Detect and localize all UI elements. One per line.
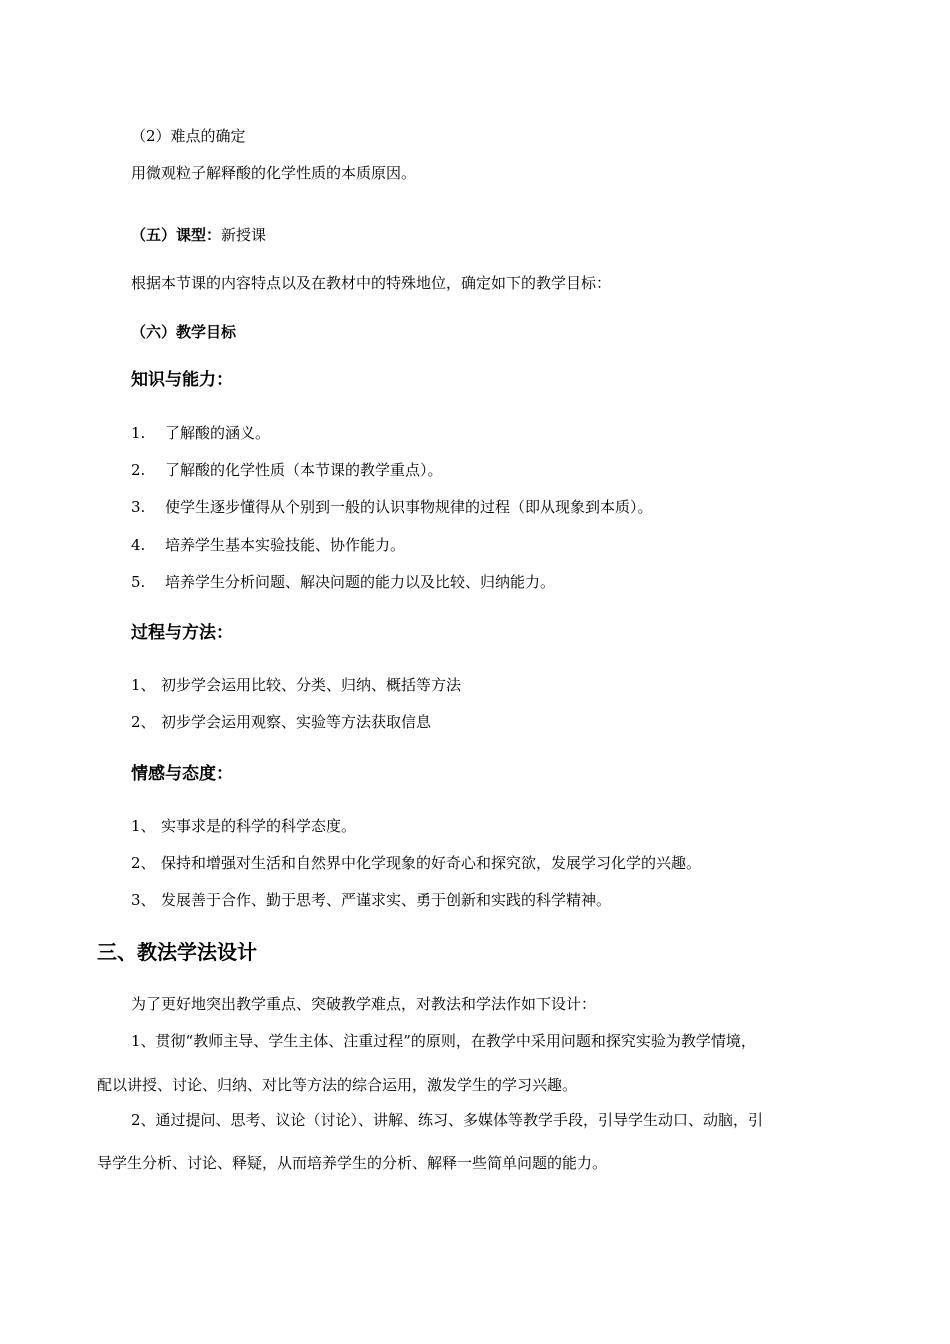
list-item-number: 5. [131,573,146,591]
list-item [131,890,611,910]
objectives-heading: （六）教学目标 [131,323,237,341]
list-item-number: 3、 [131,891,156,909]
paragraph-1-line-2: 配以讲授、讨论、归纳、对比等方法的综合运用，激发学生的学习兴趣。 [97,1076,578,1094]
list-item-number: 1. [131,424,146,442]
paragraph-2-line-2: 导学生分析、讨论、释疑，从而培养学生的分析、解释一些简单问题的能力。 [97,1154,608,1172]
list-item-text: 初步学会运用观察、实验等方法获取信息 [161,713,432,731]
lesson-type-value: 新授课 [221,226,267,244]
list-item-number: 2. [131,461,146,479]
list-item-number: 2、 [131,713,156,731]
list-item-text: 初步学会运用比较、分类、归纳、概括等方法 [161,676,462,694]
list-item [131,712,431,732]
list-item [131,572,555,592]
knowledge-heading: 知识与能力： [131,370,233,390]
list-item [131,816,356,836]
list-item-text: 了解酸的涵义。 [165,424,271,442]
paragraph-1-line-1: 1、贯彻“教师主导、学生主体、注重过程”的原则，在教学中采用问题和探究实验为教学情境， [131,1032,756,1050]
list-item-number: 1、 [131,817,156,835]
list-item-text: 了解酸的化学性质（本节课的教学重点）。 [165,461,443,479]
list-item-number: 3. [131,498,146,516]
difficulty-text: 用微观粒子解释酸的化学性质的本质原因。 [131,164,417,182]
list-item [131,497,653,517]
list-item-text: 发展善于合作、勤于思考、严谨求实、勇于创新和实践的科学精神。 [161,891,612,909]
emotion-heading: 情感与态度： [131,764,233,784]
list-item [131,675,461,695]
list-item-number: 1、 [131,676,156,694]
difficulty-heading: （2）难点的确定 [131,127,246,145]
list-item-text: 保持和增强对生活和自然界中化学现象的好奇心和探究欲，发展学习化学的兴趣。 [161,854,702,872]
paragraph-2-line-1: 2、通过提问、思考、议论（讨论）、讲解、练习、多媒体等教学手段，引导学生动口、动脑，引 [131,1111,764,1129]
list-item [131,460,443,480]
list-item-text: 培养学生基本实验技能、协作能力。 [165,536,406,554]
list-item [131,423,270,443]
list-item-text: 使学生逐步懂得从个别到一般的认识事物规律的过程（即从现象到本质）。 [165,498,653,516]
process-heading: 过程与方法： [131,623,233,643]
list-item-text: 培养学生分析问题、解决问题的能力以及比较、归纳能力。 [165,573,556,591]
lesson-type [131,225,266,245]
section-title: 三、教法学法设计 [97,940,257,964]
list-item-number: 4. [131,536,146,554]
objectives-intro: 根据本节课的内容特点以及在教材中的特殊地位，确定如下的教学目标： [131,274,612,292]
section-intro: 为了更好地突出教学重点、突破教学难点，对教法和学法作如下设计： [131,995,597,1013]
list-item [131,535,405,555]
list-item [131,853,701,873]
lesson-type-label: （五）课型： [131,226,222,244]
list-item-number: 2、 [131,854,156,872]
list-item-text: 实事求是的科学的科学态度。 [161,817,357,835]
